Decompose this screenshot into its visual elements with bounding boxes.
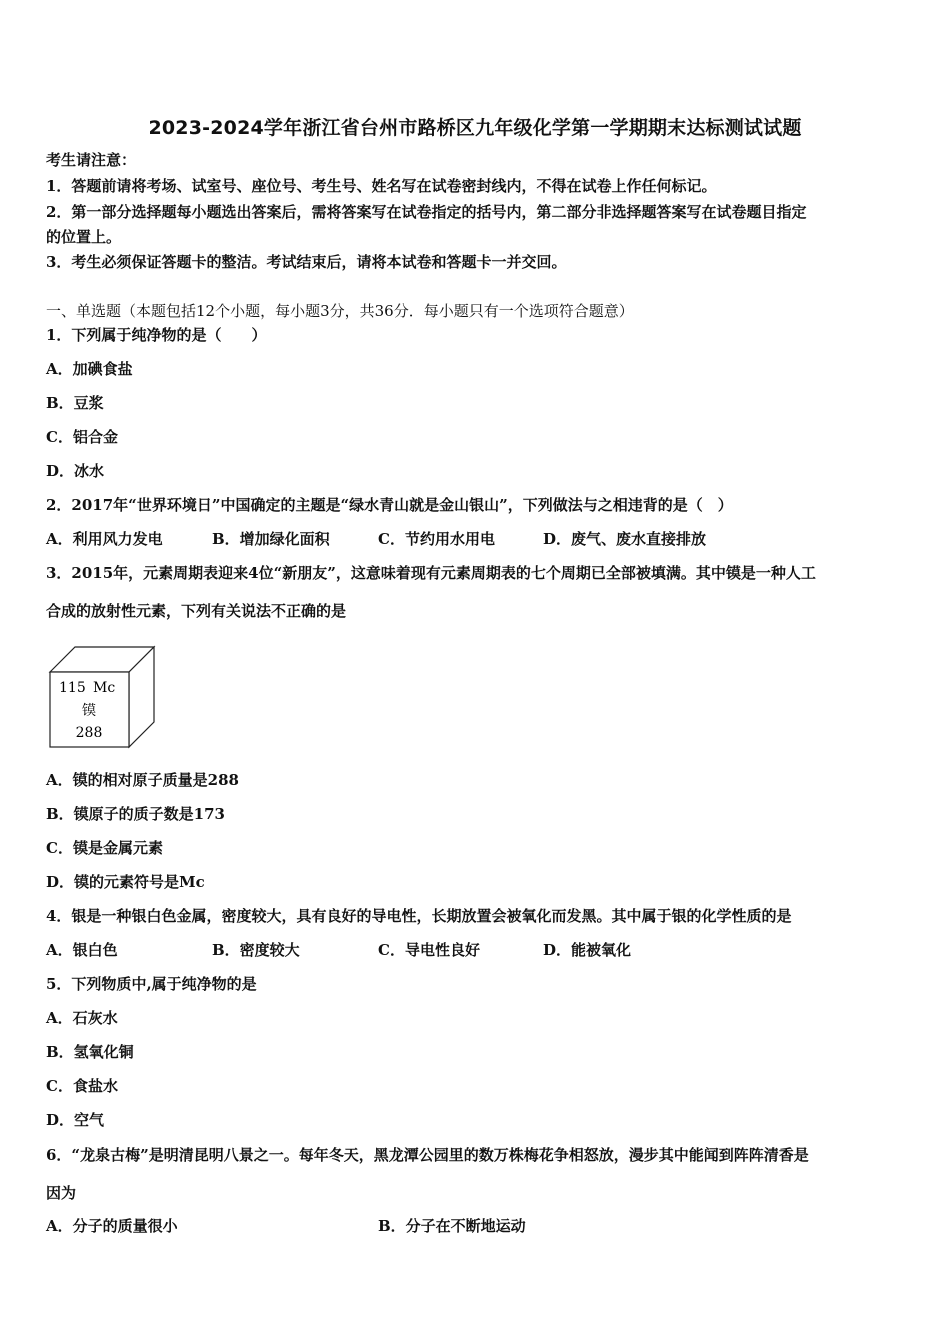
element-symbol: Mc [93, 680, 116, 696]
q3-option-d: D．镆的元素符号是Mc [46, 873, 205, 891]
q1-option-d: D．冰水 [46, 462, 105, 480]
q4-stem: 4．银是一种银白色金属，密度较大，具有良好的导电性，长期放置会被氧化而发黑。其中属于银的化学性质的是 [46, 907, 792, 925]
q4-option-b: B．密度较大 [212, 941, 300, 959]
q2-option-c: C．节约用水用电 [378, 530, 495, 548]
q1-option-b: B．豆浆 [46, 394, 104, 412]
q5-option-c: C．食盐水 [46, 1077, 118, 1095]
q3-option-a: A．镆的相对原子质量是288 [46, 771, 239, 789]
notice-item-2: 2．第一部分选择题每小题选出答案后，需将答案写在试卷指定的括号内，第二部分非选择题答案写在试卷题目指定 [46, 203, 807, 221]
q5-option-a: A．石灰水 [46, 1009, 118, 1027]
q6-option-b: B．分子在不断地运动 [378, 1217, 526, 1235]
notice-heading: 考生请注意： [46, 151, 137, 169]
q5-option-b: B．氢氧化铜 [46, 1043, 134, 1061]
q2-stem: 2．2017年“世界环境日”中国确定的主题是“绿水青山就是金山银山”，下列做法与之相违背的是（ ） [46, 496, 733, 514]
page-title: 2023-2024学年浙江省台州市路桥区九年级化学第一学期期末达标测试试题 [148, 117, 802, 139]
q1-option-c: C．铝合金 [46, 428, 118, 446]
q4-option-a: A．银白色 [46, 941, 118, 959]
section-heading: 一、单选题（本题包括12个小题，每小题3分，共36分．每小题只有一个选项符合题意） [46, 302, 634, 320]
q2-option-b: B．增加绿化面积 [212, 530, 330, 548]
q5-option-d: D．空气 [46, 1111, 105, 1129]
q6-option-a: A．分子的质量很小 [46, 1217, 178, 1235]
q3-stem-line-1: 3．2015年，元素周期表迎来4位“新朋友”，这意味着现有元素周期表的七个周期已全部被填满。其中镆是一种人工 [46, 564, 816, 582]
q4-option-d: D．能被氧化 [543, 941, 632, 959]
q1-stem: 1．下列属于纯净物的是（ ） [46, 326, 267, 344]
q2-option-a: A．利用风力发电 [46, 530, 163, 548]
notice-item-3: 3．考生必须保证答题卡的整洁。考试结束后，请将本试卷和答题卡一并交回。 [46, 253, 567, 271]
notice-item-1: 1．答题前请将考场、试室号、座位号、考生号、姓名写在试卷密封线内，不得在试卷上作任何标记。 [46, 177, 717, 195]
q3-option-b: B．镆原子的质子数是173 [46, 805, 225, 823]
q6-stem-line-1: 6．“龙泉古梅”是明清昆明八景之一。每年冬天，黑龙潭公园里的数万株梅花争相怒放，漫步其中能闻到阵阵清香是 [46, 1146, 809, 1164]
q3-option-c: C．镆是金属元素 [46, 839, 163, 857]
q3-stem-line-2: 合成的放射性元素，下列有关说法不正确的是 [46, 602, 347, 620]
q2-option-d: D．废气、废水直接排放 [543, 530, 707, 548]
notice-item-2-cont: 的位置上。 [46, 228, 122, 246]
element-tile-figure [47, 644, 157, 750]
q6-stem-line-2: 因为 [46, 1184, 77, 1202]
q4-option-c: C．导电性良好 [378, 941, 480, 959]
element-mass: 288 [75, 725, 103, 741]
q5-stem: 5．下列物质中,属于纯净物的是 [46, 975, 257, 993]
element-name: 镆 [82, 703, 96, 719]
q1-option-a: A．加碘食盐 [46, 360, 133, 378]
element-number: 115 [59, 680, 86, 696]
